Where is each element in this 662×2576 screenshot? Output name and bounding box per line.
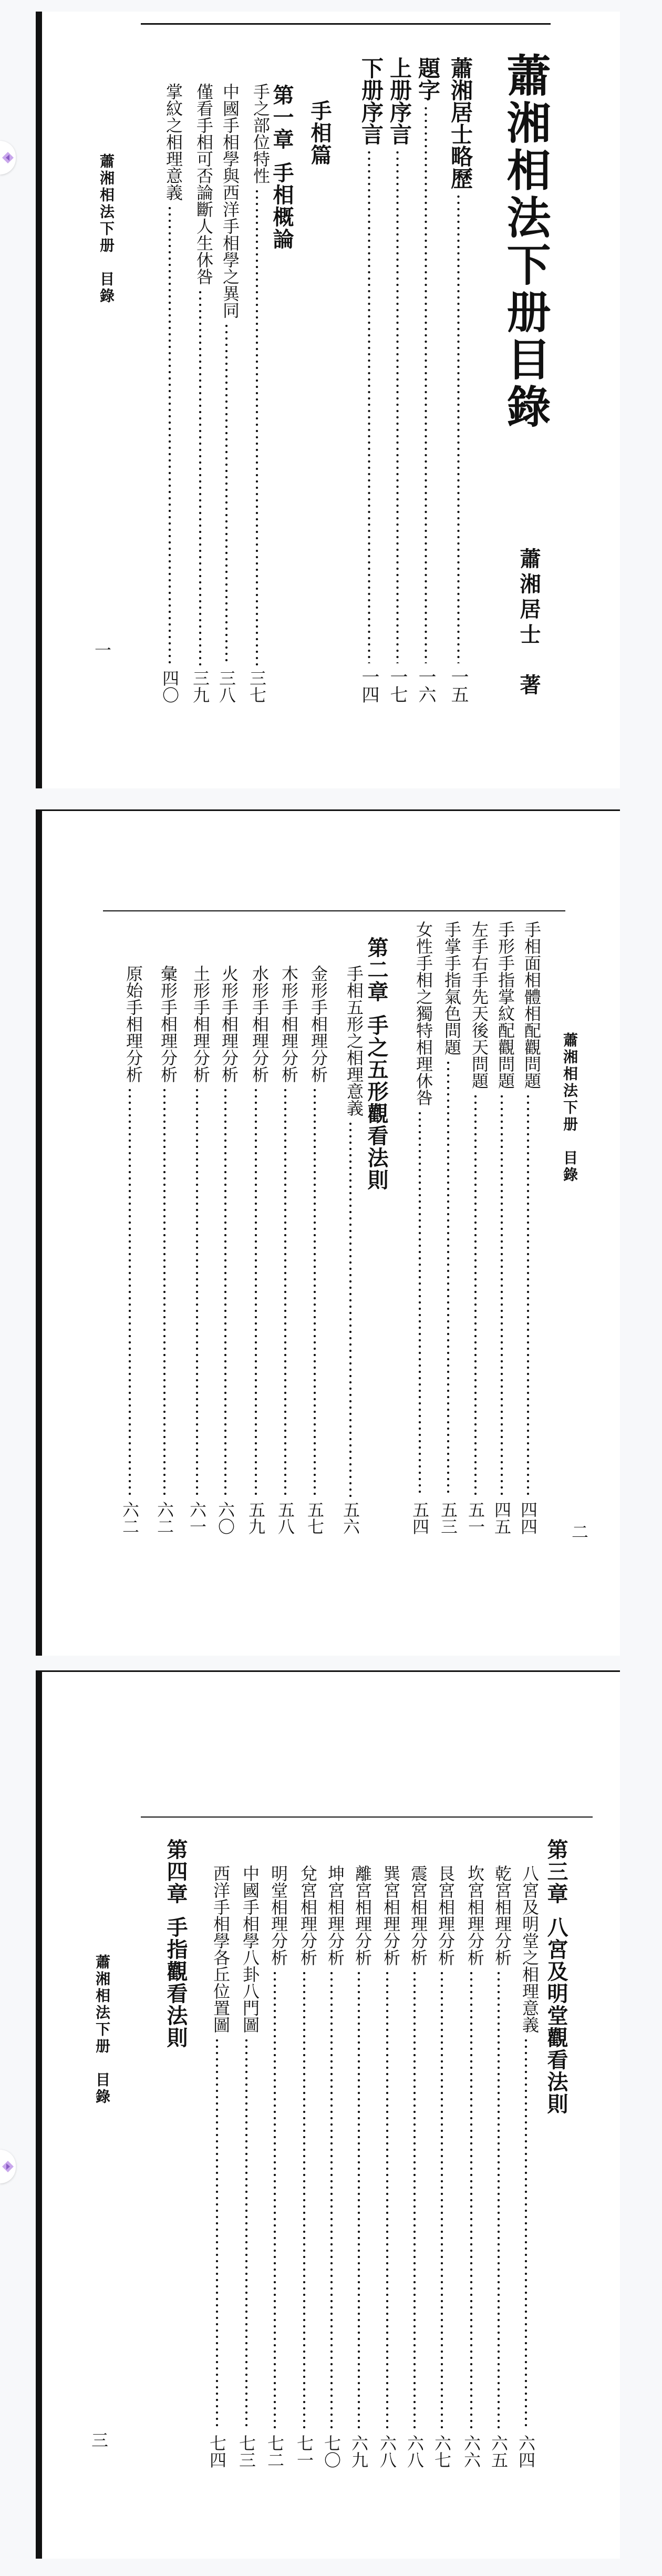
entry-label: 中國手相學八卦八門圖 [240, 1865, 260, 2033]
toc-entry[interactable] [402, 1865, 427, 2468]
chapter-heading[interactable] [165, 1839, 186, 2049]
entry-page: 五一 [466, 1501, 485, 1535]
entry-page: 一五 [448, 668, 469, 703]
entry-label: 女性手相之獨特相理休咎 [413, 921, 433, 1106]
scan-page-3 [36, 1670, 620, 2559]
entry-page: 五八 [275, 1501, 295, 1535]
entry-label: 火形手相理分析 [219, 965, 239, 1083]
entry-label: 僅看手相可否論斷人生休咎 [194, 83, 214, 285]
diamond-arrow-icon [1, 2160, 15, 2173]
dot-leader [490, 1093, 514, 1497]
dot-leader [292, 1970, 316, 2430]
dot-leader [185, 1087, 209, 1497]
entry-page: 一四 [358, 668, 379, 703]
dot-leader [319, 1970, 344, 2430]
prev-page-tab[interactable] [0, 141, 16, 175]
top-rule [42, 1670, 620, 1672]
dot-leader [273, 1087, 297, 1497]
dot-leader [436, 1060, 460, 1497]
entry-label: 手相五形之相理意義 [344, 965, 364, 1116]
chapter-title: 手指觀看法則 [163, 1916, 188, 2049]
scan-page-1 [36, 12, 620, 788]
toc-entry[interactable] [487, 1865, 511, 2468]
dot-leader [514, 2037, 538, 2430]
entry-page: 六二 [154, 1501, 174, 1535]
page-folio: 三 [91, 2430, 109, 2450]
inner-rule [103, 910, 565, 911]
entry-label: 西洋手相學各丘位置圖 [211, 1865, 231, 2033]
entry-page: 七一 [294, 2435, 314, 2468]
entry-page: 五六 [340, 1501, 360, 1535]
dot-leader [263, 1970, 287, 2430]
chapter-number: 第二章 [364, 937, 389, 1003]
entry-label: 艮宮相理分析 [436, 1865, 456, 1966]
dot-leader [188, 289, 212, 665]
entry-label: 坎宮相理分析 [465, 1865, 485, 1966]
dot-leader [375, 1970, 399, 2430]
dot-leader [303, 1087, 327, 1497]
chapter-heading[interactable] [545, 1839, 566, 2115]
running-header: 蕭湘相法下册 目錄 [94, 1954, 111, 2106]
entry-page: 六五 [489, 2435, 509, 2468]
entry-page: 六六 [461, 2435, 481, 2468]
entry-page: 六二 [120, 1501, 140, 1535]
toc-entry[interactable] [303, 965, 327, 1535]
entry-page: 三七 [247, 670, 267, 703]
toc-entry[interactable] [347, 1865, 371, 2468]
toc-entry[interactable] [118, 965, 142, 1535]
page-folio: 二 [572, 1522, 589, 1542]
entry-label: 乾宮相理分析 [492, 1865, 512, 1966]
chapter-title: 手相概論 [270, 162, 294, 250]
entry-page: 一七 [387, 668, 408, 703]
toc-entry[interactable] [463, 921, 488, 1535]
entry-label: 蕭湘居士略歷 [448, 57, 473, 189]
dot-leader [356, 149, 382, 663]
entry-label: 中國手相學與西洋手相學之異同 [220, 83, 240, 319]
entry-label: 手掌手指氣色問題 [442, 921, 462, 1055]
dot-leader [430, 1970, 454, 2430]
entry-page: 六九 [349, 2435, 369, 2468]
entry-page: 三九 [190, 670, 210, 703]
toc-entry[interactable] [158, 83, 182, 703]
entry-label: 左手右手先天後天問題 [469, 921, 489, 1089]
entry-page: 五九 [246, 1501, 266, 1535]
running-header: 蕭湘相法下册 目錄 [98, 153, 115, 305]
next-page-tab[interactable] [0, 2150, 16, 2183]
dot-leader [338, 1121, 363, 1497]
chapter-title: 八宮及明堂觀看法則 [544, 1916, 568, 2115]
entry-label: 兌宮相理分析 [298, 1865, 318, 1966]
dot-leader [158, 205, 182, 665]
toc-entry[interactable] [263, 1865, 287, 2468]
dot-leader [463, 1093, 488, 1497]
entry-label: 八宮及明堂之相理意義 [520, 1865, 540, 2033]
dot-leader [516, 1093, 540, 1497]
chapter-heading[interactable] [271, 84, 292, 250]
entry-page: 五三 [438, 1501, 458, 1535]
toc-entry[interactable] [188, 83, 212, 703]
toc-entry[interactable] [490, 921, 514, 1535]
page-binding-edge [36, 809, 42, 1656]
entry-label: 手之部位特性 [251, 83, 271, 184]
entry-label: 水形手相理分析 [250, 965, 270, 1083]
entry-page: 七〇 [322, 2435, 342, 2468]
entry-label: 下册序言 [358, 57, 384, 145]
toc-entry[interactable] [430, 1865, 454, 2468]
dot-leader [214, 323, 239, 665]
entry-page: 四〇 [160, 670, 180, 703]
toc-entry[interactable] [413, 57, 439, 703]
entry-page: 五七 [305, 1501, 325, 1535]
chapter-title: 手之五形觀看法則 [364, 1014, 389, 1191]
entry-page: 三八 [216, 670, 236, 703]
scan-page-2 [36, 809, 620, 1656]
dot-leader [385, 149, 410, 663]
inner-rule [141, 1816, 593, 1818]
entry-label: 掌紋之相理意義 [163, 83, 183, 201]
toc-entry[interactable] [446, 57, 471, 703]
entry-label: 彙形手相理分析 [158, 965, 178, 1083]
page-binding-edge [36, 1670, 42, 2559]
dot-leader [205, 2037, 229, 2430]
toc-entry[interactable] [234, 1865, 258, 2468]
entry-page: 一六 [415, 668, 436, 703]
entry-label: 巽宮相理分析 [381, 1865, 401, 1966]
entry-label: 題字 [415, 57, 441, 101]
toc-entry[interactable] [319, 1865, 344, 2468]
toc-entry[interactable] [356, 57, 382, 703]
dot-leader [413, 105, 439, 663]
toc-entry[interactable] [213, 965, 237, 1535]
entry-label: 坤宮相理分析 [325, 1865, 345, 1966]
entry-page: 六〇 [215, 1501, 235, 1535]
dot-leader [487, 1970, 511, 2430]
page-folio: 一 [95, 640, 112, 660]
toc-entry[interactable] [244, 965, 268, 1535]
dot-leader [347, 1970, 371, 2430]
toc-title: 蕭湘相法下册目錄 [500, 53, 552, 431]
toc-entry[interactable] [245, 83, 269, 703]
entry-page: 六八 [377, 2435, 397, 2468]
entry-label: 離宮相理分析 [353, 1865, 373, 1966]
top-rule [141, 23, 551, 25]
toc-entry[interactable] [185, 965, 209, 1535]
toc-entry[interactable] [152, 965, 177, 1535]
top-rule [42, 809, 620, 811]
diamond-arrow-icon [1, 151, 15, 165]
toc-entry[interactable] [459, 1865, 483, 2468]
entry-page: 六七 [432, 2435, 452, 2468]
toc-entry[interactable] [514, 1865, 538, 2468]
entry-label: 上册序言 [387, 57, 412, 145]
entry-page: 七二 [265, 2435, 285, 2468]
entry-label: 金形手相理分析 [308, 965, 328, 1083]
entry-page: 五四 [410, 1501, 430, 1535]
dot-leader [152, 1087, 177, 1497]
entry-page: 四四 [518, 1501, 538, 1535]
toc-entry[interactable] [214, 83, 239, 703]
entry-page: 四五 [492, 1501, 512, 1535]
dot-leader [118, 1087, 142, 1497]
entry-page: 六一 [187, 1501, 207, 1535]
dot-leader [234, 2037, 258, 2430]
section-heading: 手相篇 [307, 100, 332, 166]
toc-entry[interactable] [408, 921, 432, 1535]
entry-page: 七三 [236, 2435, 256, 2468]
chapter-number: 第一章 [270, 84, 294, 150]
dot-leader [446, 193, 471, 663]
toc-entry[interactable] [516, 921, 540, 1535]
running-header: 蕭湘相法下册 目錄 [561, 1032, 578, 1184]
dot-leader [459, 1970, 483, 2430]
dot-leader [213, 1087, 237, 1497]
dot-leader [402, 1970, 427, 2430]
dot-leader [244, 1087, 268, 1497]
dot-leader [245, 188, 269, 665]
chapter-number: 第三章 [544, 1839, 568, 1905]
toc-entry[interactable] [375, 1865, 399, 2468]
page-binding-edge [36, 12, 42, 788]
toc-entry[interactable] [385, 57, 410, 703]
entry-label: 木形手相理分析 [279, 965, 299, 1083]
toc-entry[interactable] [338, 965, 363, 1535]
chapter-number: 第四章 [163, 1839, 188, 1905]
entry-label: 明堂相理分析 [268, 1865, 288, 1966]
entry-label: 原始手相理分析 [123, 965, 143, 1083]
chapter-heading[interactable] [366, 937, 387, 1191]
dot-leader [408, 1110, 432, 1497]
toc-entry[interactable] [205, 1865, 229, 2468]
entry-label: 手相面相體相配觀問題 [522, 921, 542, 1089]
toc-entry[interactable] [436, 921, 460, 1535]
toc-entry[interactable] [292, 1865, 316, 2468]
entry-page: 六八 [405, 2435, 425, 2468]
entry-label: 震宮相理分析 [408, 1865, 428, 1966]
entry-label: 手形手指掌紋配觀問題 [495, 921, 515, 1089]
toc-entry[interactable] [273, 965, 297, 1535]
author-line: 蕭湘居士 著 [516, 548, 541, 699]
entry-page: 七四 [207, 2435, 227, 2468]
entry-label: 土形手相理分析 [191, 965, 211, 1083]
entry-page: 六四 [516, 2435, 536, 2468]
